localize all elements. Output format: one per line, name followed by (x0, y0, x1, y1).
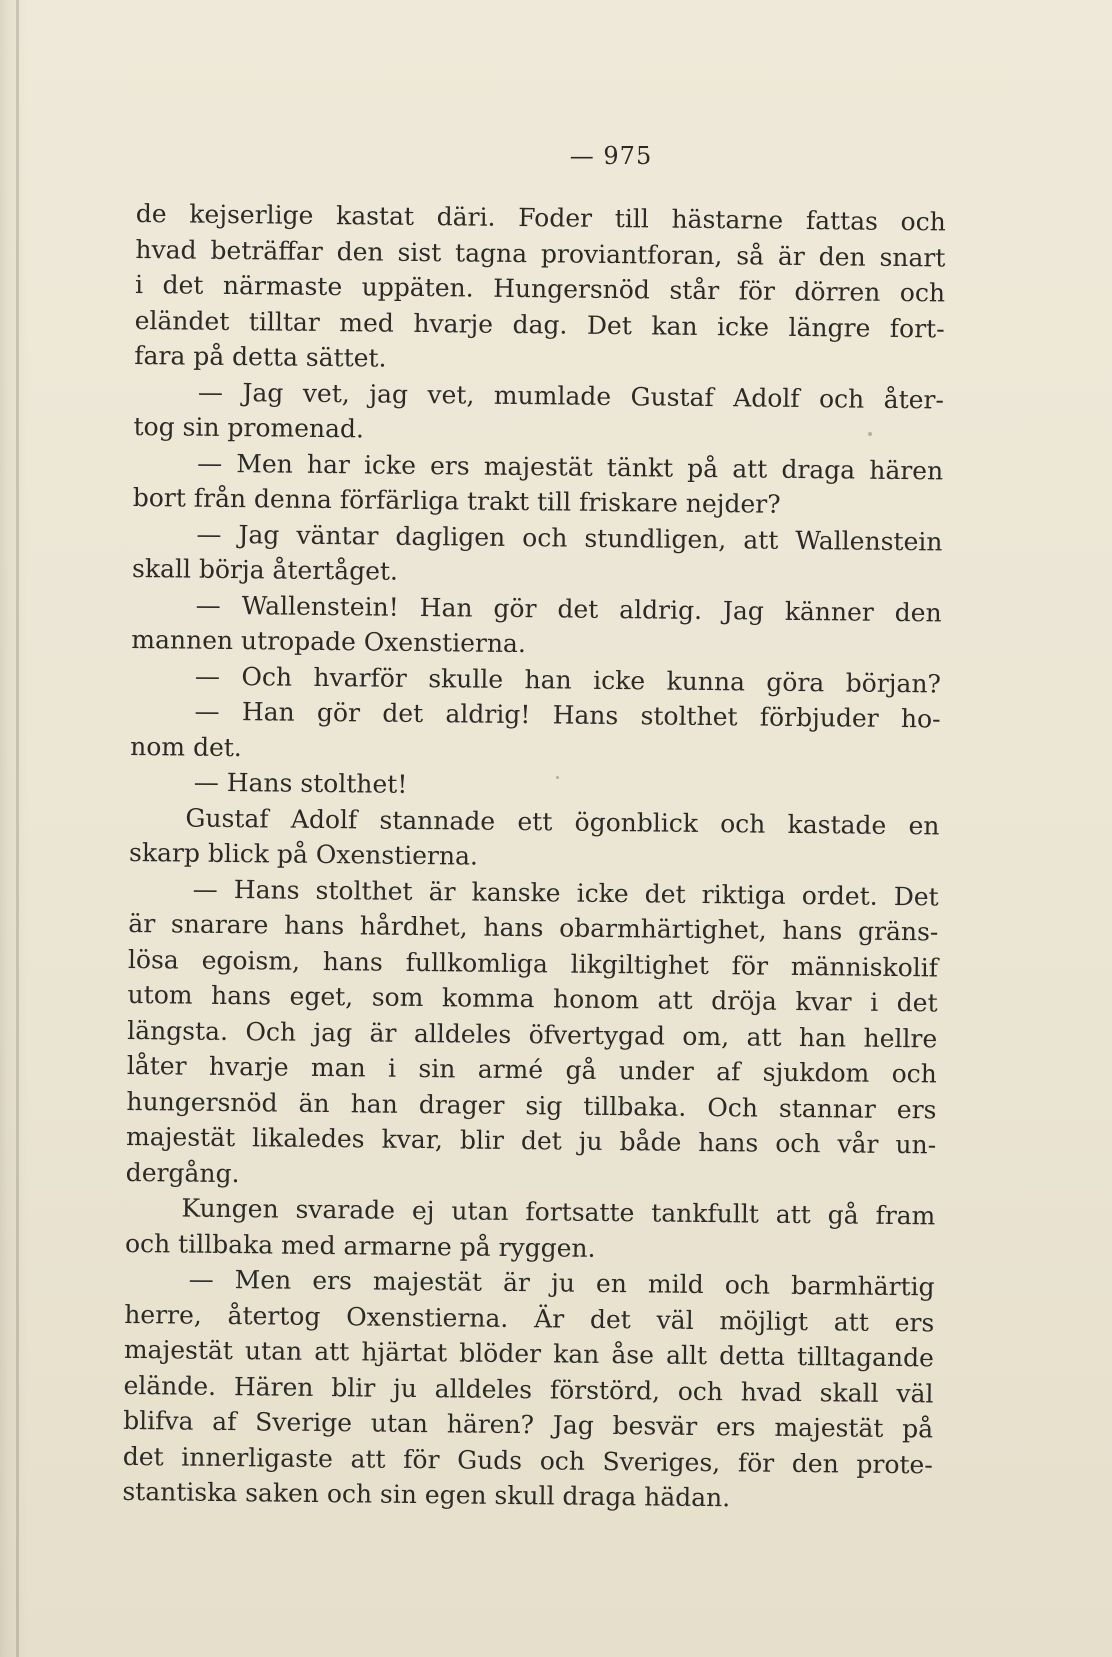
body-text (122, 196, 946, 1518)
text-line: de kejserlige kastat däri. Foder till hästarne fattas och (135, 198, 946, 237)
text-line: skall börja återtåget. (131, 553, 399, 586)
text-line: det innerligaste att för Guds och Sveriges, för den prote- (122, 1441, 933, 1479)
text-line: stantiska saken och sin egen skull draga hädan. (122, 1476, 731, 1513)
text-line: Gustaf Adolf stannade ett ögonblick och kastade en (185, 803, 940, 840)
text-line: — Och hvarför skulle han icke kunna göra början? (194, 661, 942, 698)
text-line: och tillbaka med armarne på ryggen. (124, 1228, 596, 1263)
text-line: hungersnöd än han drager sig tillbaka. Och stannar ers (126, 1086, 937, 1124)
text-line: lösa egoism, hans fullkomliga likgiltighet för människolif (127, 944, 939, 982)
text-line: elände. Hären blir ju alldeles förstörd, och hvad skall väl (123, 1370, 934, 1408)
text-line: — Men har icke ers majestät tänkt på att draga hären (197, 448, 944, 485)
text-line: tog sin promenad. (133, 411, 365, 444)
text-line: mannen utropade Oxenstierna. (131, 624, 527, 659)
text-line: i det närmaste uppäten. Hungersnöd står för dörren och (134, 269, 946, 308)
text-line: Kungen svarade ej utan fortsatte tankfullt att gå fram (181, 1193, 936, 1231)
text-line: fara på detta sättet. (134, 340, 387, 373)
text-line: låter hvarje man i sin armé gå under af sjukdom och (126, 1050, 938, 1089)
text-line: utom hans eget, som komma honom att dröja kvar i det (127, 979, 938, 1018)
text-line: hvad beträffar den sist tagna proviantforan, så är den snart (135, 234, 946, 272)
text-line: — Hans stolthet! (193, 767, 408, 799)
text-line: bort från denna förfärliga trakt till friskare nejder? (132, 482, 781, 519)
text-line: majestät likaledes kvar, blir det ju både hans och vår un- (125, 1121, 937, 1160)
text-line: dergång. (125, 1157, 240, 1188)
text-line: — Hans stolthet är kanske icke det riktiga ordet. Det (192, 874, 939, 911)
text-line: — Men ers majestät är ju en mild och barmhärtig (188, 1264, 935, 1302)
text-line: är snarare hans hårdhet, hans obarmhärtighet, hans gräns- (128, 908, 939, 947)
text-line: — Jag väntar dagligen och stundligen, att Wallenstein (196, 519, 943, 556)
text-line: majestät utan att hjärtat blöder kan åse allt detta tilltagande (123, 1334, 935, 1373)
text-line: nom det. (130, 731, 242, 762)
text-line: eländet tilltar med hvarje dag. Det kan icke längre fort- (134, 305, 945, 343)
text-line: blifva af Sverige utan hären? Jag besvär ers majestät på (123, 1405, 934, 1444)
page-number: — 975 (569, 142, 653, 170)
binding-gutter (16, 0, 19, 1657)
text-line: skarp blick på Oxenstierna. (128, 837, 479, 871)
text-line: herre, återtog Oxenstierna. Är det väl möjligt att ers (124, 1299, 935, 1337)
text-line: längsta. Och jag är alldeles öfvertygad om, att han hellre (127, 1015, 938, 1053)
text-line: — Wallenstein! Han gör det aldrig. Jag känner den (195, 590, 942, 627)
text-line: — Han gör det aldrig! Hans stolthet förbjuder ho- (194, 696, 941, 734)
text-line: — Jag vet, jag vet, mumlade Gustaf Adolf och åter- (197, 377, 945, 414)
